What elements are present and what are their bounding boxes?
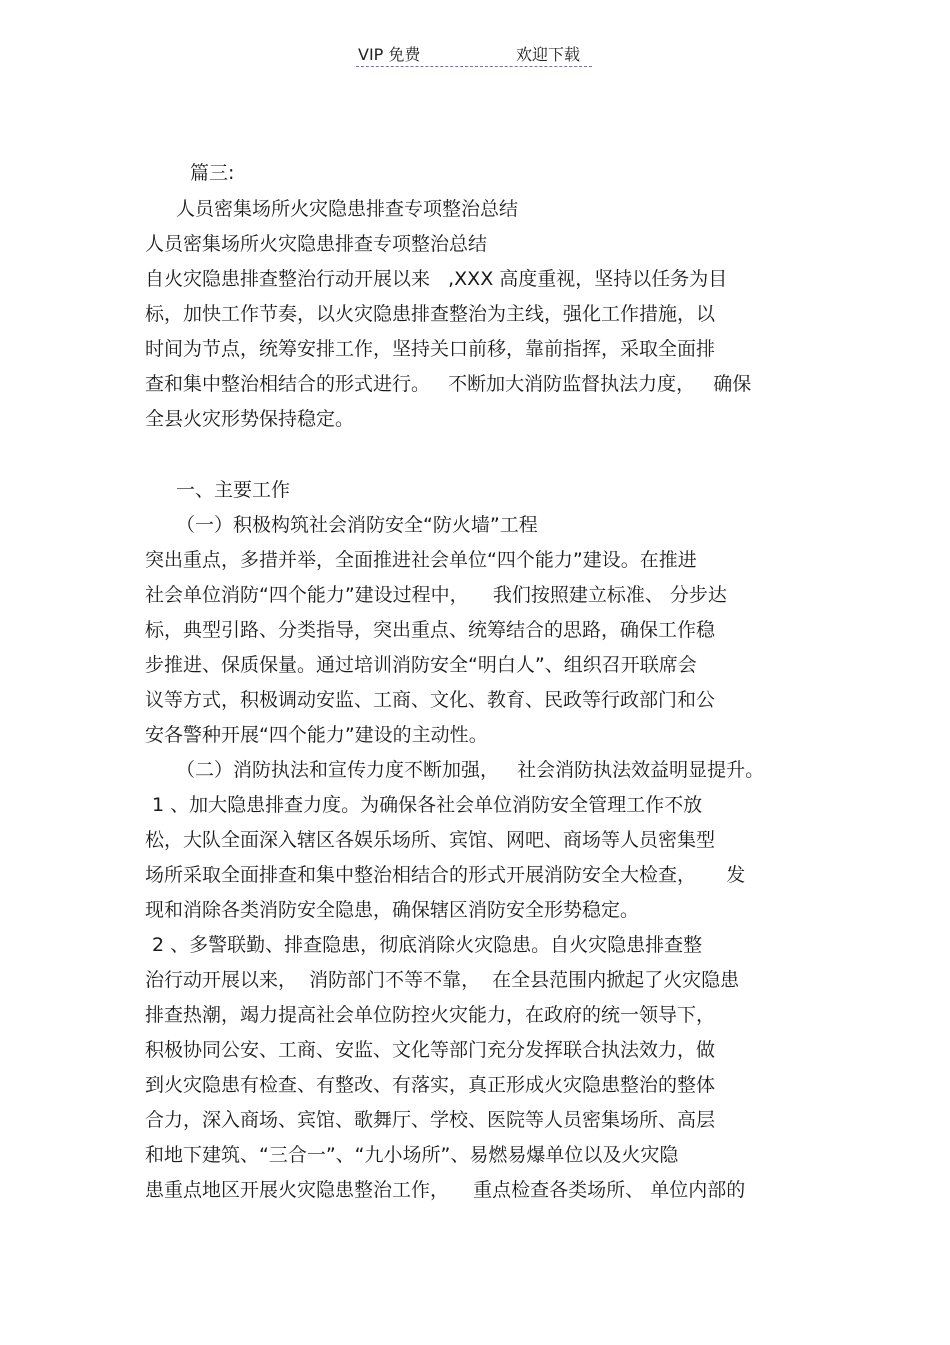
- subsection-heading: （一）积极构筑社会消防安全“防火墙”工程: [176, 514, 538, 536]
- paragraph-line: 查和集中整治相结合的形式进行。 不断加大消防监督执法力度， 确保: [145, 373, 752, 395]
- paragraph-line: 标，典型引路、分类指导，突出重点、统筹结合的思路，确保工作稳: [145, 619, 716, 641]
- paragraph-line: 社会单位消防“四个能力”建设过程中， 我们按照建立标准、 分步达: [145, 584, 727, 606]
- paragraph-line: 积极协同公安、工商、安监、文化等部门充分发挥联合执法效力，做: [145, 1039, 716, 1061]
- paragraph-line: 时间为节点，统筹安排工作，坚持关口前移，靠前指挥，采取全面排: [145, 338, 716, 360]
- paragraph-line: 治行动开展以来， 消防部门不等不靠， 在全县范围内掀起了火灾隐患: [145, 969, 740, 991]
- paragraph-line: 2 、多警联勤、排查隐患，彻底消除火灾隐患。自火灾隐患排查整: [152, 934, 703, 956]
- paragraph-line: 和地下建筑、“三合一”、“九小场所”、易燃易爆单位以及火灾隐: [145, 1144, 679, 1166]
- subsection-heading: （二）消防执法和宣传力度不断加强， 社会消防执法效益明显提升。: [176, 759, 765, 781]
- paragraph-line: 自火灾隐患排查整治行动开展以来 ,XXX 高度重视，坚持以任务为目: [145, 268, 728, 290]
- paragraph-line: 排查热潮，竭力提高社会单位防控火灾能力，在政府的统一领导下，: [145, 1004, 716, 1026]
- paragraph-line: 到火灾隐患有检查、有整改、有落实，真正形成火灾隐患整治的整体: [145, 1074, 716, 1096]
- document-title: 人员密集场所火灾隐患排查专项整治总结: [176, 198, 519, 220]
- section-heading: 一、主要工作: [176, 479, 291, 501]
- section-label: 篇三:: [190, 162, 235, 184]
- welcome-download-label[interactable]: 欢迎下载: [516, 45, 581, 64]
- paragraph-line: 1 、加大隐患排查力度。为确保各社会单位消防安全管理工作不放: [152, 794, 703, 816]
- paragraph-line: 议等方式，积极调动安监、工商、文化、教育、民政等行政部门和公: [145, 689, 716, 711]
- paragraph-line: 合力，深入商场、宾馆、歌舞厅、学校、医院等人员密集场所、高层: [145, 1109, 716, 1131]
- page-header: [356, 42, 592, 67]
- document-subtitle: 人员密集场所火灾隐患排查专项整治总结: [145, 233, 488, 255]
- vip-free-label[interactable]: VIP 免费: [358, 45, 421, 64]
- paragraph-line: 患重点地区开展火灾隐患整治工作， 重点检查各类场所、 单位内部的: [145, 1179, 746, 1201]
- paragraph-line: 标，加快工作节奏，以火灾隐患排查整治为主线，强化工作措施，以: [145, 303, 716, 325]
- paragraph-line: 步推进、保质保量。通过培训消防安全“明白人”、组织召开联席会: [145, 654, 697, 676]
- paragraph-line: 现和消除各类消防安全隐患，确保辖区消防安全形势稳定。: [145, 899, 640, 921]
- paragraph-line: 安各警种开展“四个能力”建设的主动性。: [145, 724, 488, 746]
- paragraph-line: 松，大队全面深入辖区各娱乐场所、宾馆、网吧、商场等人员密集型: [145, 829, 716, 851]
- paragraph-line: 突出重点，多措并举，全面推进社会单位“四个能力”建设。在推进: [145, 549, 697, 571]
- paragraph-line: 场所采取全面排查和集中整治相结合的形式开展消防安全大检查， 发: [145, 864, 746, 886]
- paragraph-line: 全县火灾形势保持稳定。: [145, 408, 355, 430]
